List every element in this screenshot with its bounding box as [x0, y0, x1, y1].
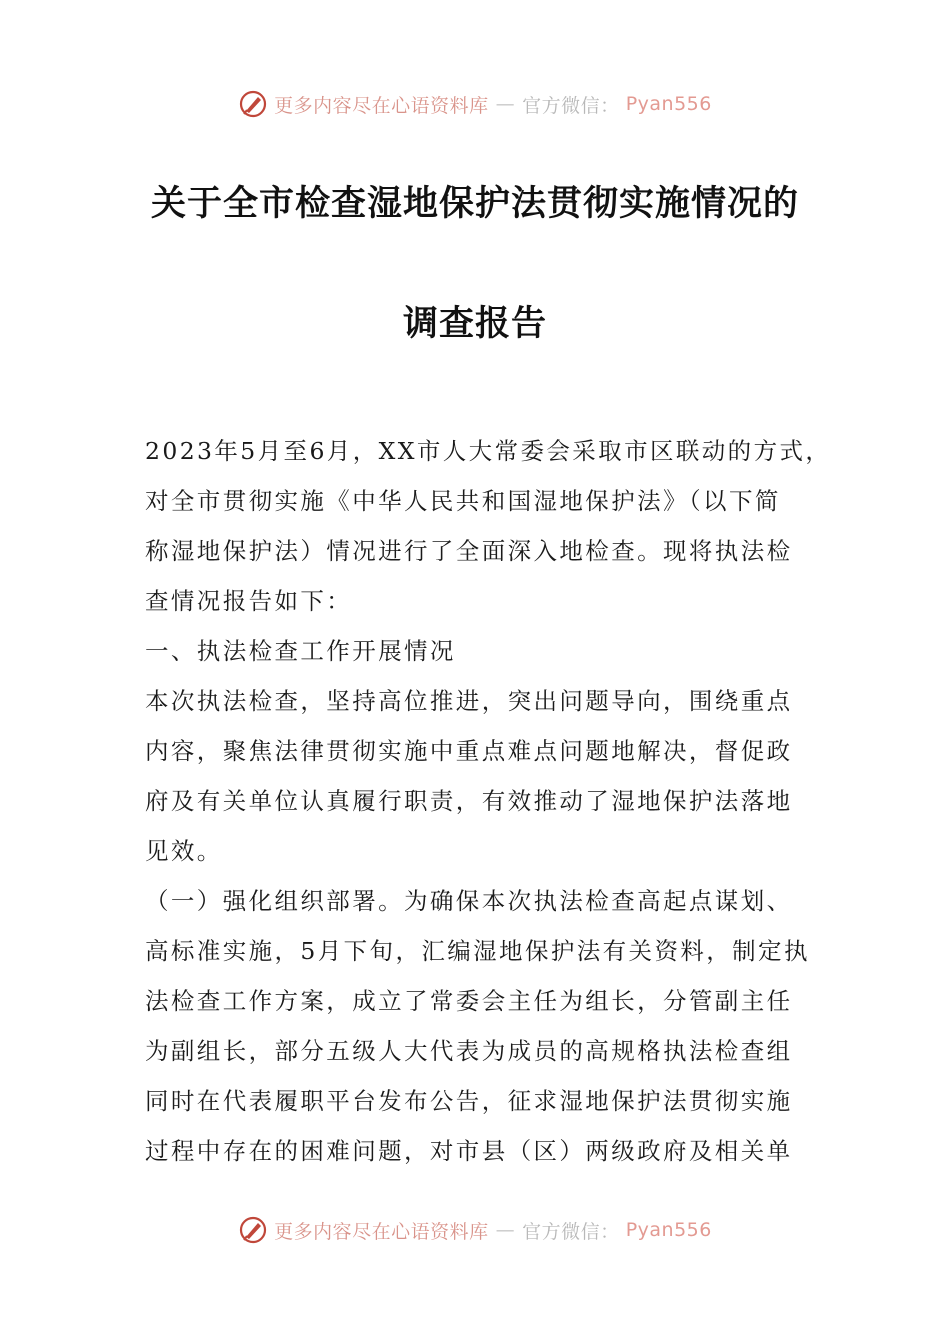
document-title-line-2: 调查报告 [402, 304, 547, 344]
subsection-heading-line: （一）强化组织部署。为确保本次执法检查高起点谋划、 [145, 887, 793, 915]
section-heading: 一、执法检查工作开展情况 [145, 637, 456, 665]
body-line: 高标准实施，5月下旬，汇编湿地保护法有关资料，制定执 [145, 937, 810, 965]
watermark-wechat-label: 官方微信： [522, 1220, 620, 1243]
body-line: 过程中存在的困难问题，对市县（区）两级政府及相关单 [145, 1137, 793, 1165]
body-line: 对全市贯彻实施《中华人民共和国湿地保护法》（以下简 [145, 487, 781, 515]
body-line: 称湿地保护法）情况进行了全面深入地检查。现将执法检 [145, 537, 793, 565]
watermark-wechat-id: Pyan556 [625, 1219, 712, 1241]
body-line: 同时在代表履职平台发布公告，征求湿地保护法贯彻实施 [145, 1087, 793, 1115]
body-line: 本次执法检查，坚持高位推进，突出问题导向，围绕重点 [145, 687, 793, 715]
body-line: 查情况报告如下： [145, 587, 353, 615]
watermark-dash: — [495, 93, 516, 115]
watermark-text: 更多内容尽在心语资料库 [274, 1220, 489, 1243]
body-line: 见效。 [145, 837, 223, 865]
watermark-wechat-label: 官方微信： [522, 94, 620, 117]
body-line: 内容，聚焦法律贯彻实施中重点难点问题地解决，督促政 [145, 737, 793, 765]
pen-circle-logo-icon [238, 1215, 268, 1245]
document-title-line-1: 关于全市检查湿地保护法贯彻实施情况的 [150, 184, 799, 224]
pen-circle-logo-icon [238, 89, 268, 119]
watermark-wechat-id: Pyan556 [625, 93, 712, 115]
body-line: 府及有关单位认真履行职责，有效推动了湿地保护法落地 [145, 787, 793, 815]
body-line: 法检查工作方案，成立了常委会主任为组长，分管副主任 [145, 987, 793, 1015]
watermark-dash: — [495, 1219, 516, 1241]
body-line: 为副组长，部分五级人大代表为成员的高规格执法检查组 [145, 1037, 793, 1065]
watermark-text: 更多内容尽在心语资料库 [274, 94, 489, 117]
document-body [145, 426, 832, 1176]
header-watermark [0, 84, 950, 124]
footer-watermark [0, 1210, 950, 1250]
body-line: 2023年5月至6月，XX市人大常委会采取市区联动的方式， [145, 437, 832, 465]
